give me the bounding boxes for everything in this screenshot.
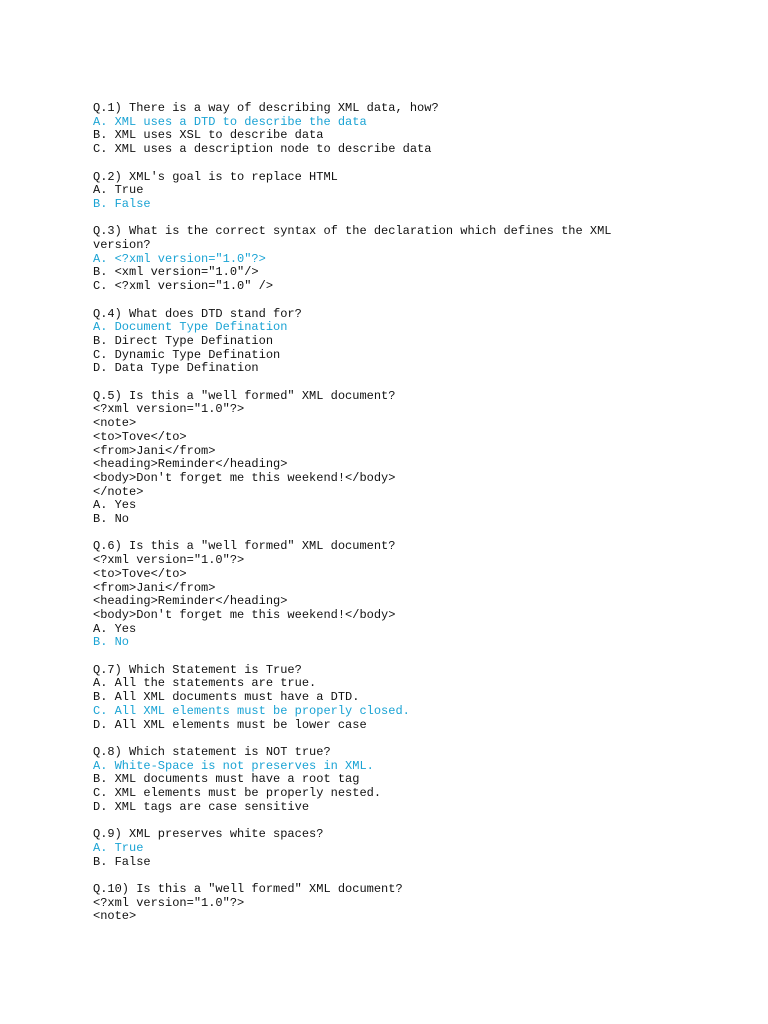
question-block — [93, 746, 713, 815]
question-text: version? — [93, 238, 151, 252]
question-text: Q.2) XML's goal is to replace HTML — [93, 169, 338, 184]
code-line: <note> — [93, 416, 137, 431]
code-line: <heading>Reminder</heading> — [93, 594, 288, 609]
question-text: Q.1) There is a way of describing XML data, how? — [93, 101, 439, 115]
code-line: <?xml version="1.0"?> — [93, 895, 245, 910]
question-block — [93, 828, 713, 869]
correct-answer-option: B. No — [93, 635, 130, 650]
correct-answer-option: A. True — [93, 840, 144, 855]
answer-option: C. XML elements must be properly nested. — [93, 786, 382, 801]
code-line: <heading>Reminder</heading> — [93, 457, 288, 472]
question-block — [93, 664, 713, 733]
quiz-document — [93, 102, 713, 938]
question-text: Q.4) What does DTD stand for? — [93, 306, 302, 321]
answer-option: A. True — [93, 183, 144, 198]
answer-option: B. XML uses XSL to describe data — [93, 128, 324, 143]
code-line: <?xml version="1.0"?> — [93, 553, 245, 568]
answer-option: B. Direct Type Defination — [93, 333, 274, 348]
code-line: <note> — [93, 909, 137, 924]
question-block — [93, 390, 713, 527]
code-line: <body>Don't forget me this weekend!</body> — [93, 607, 396, 622]
code-line: <from>Jani</from> — [93, 580, 216, 595]
answer-option: C. XML uses a description node to describe data — [93, 142, 432, 157]
answer-option: B. XML documents must have a root tag — [93, 772, 360, 787]
answer-option: B. False — [93, 854, 151, 869]
question-block — [93, 225, 713, 294]
question-text: Q.7) Which Statement is True? — [93, 662, 302, 677]
correct-answer-option: C. All XML elements must be properly closed. — [93, 703, 410, 718]
question-block — [93, 540, 713, 650]
correct-answer-option: B. False — [93, 196, 151, 211]
answer-option: A. Yes — [93, 621, 137, 636]
question-text: Q.5) Is this a "well formed" XML document? — [93, 388, 396, 403]
question-block — [93, 308, 713, 377]
question-text: Q.10) Is this a "well formed" XML document? — [93, 881, 403, 896]
question-text: Q.9) XML preserves white spaces? — [93, 827, 324, 842]
question-text: Q.8) Which statement is NOT true? — [93, 744, 331, 759]
question-text: Q.3) What is the correct syntax of the declaration which defines the XML — [93, 224, 612, 239]
code-line: </note> — [93, 484, 144, 499]
answer-option: C. <?xml version="1.0" /> — [93, 279, 274, 294]
question-text: Q.6) Is this a "well formed" XML document? — [93, 539, 396, 554]
correct-answer-option: A. <?xml version="1.0"?> — [93, 251, 266, 266]
answer-option: B. No — [93, 512, 130, 527]
correct-answer-option: A. White-Space is not preserves in XML. — [93, 758, 374, 773]
correct-answer-option: A. XML uses a DTD to describe the data — [93, 114, 367, 129]
code-line: <to>Tove</to> — [93, 429, 187, 444]
correct-answer-option: A. Document Type Defination — [93, 320, 288, 335]
answer-option: D. All XML elements must be lower case — [93, 717, 367, 732]
code-line: <body>Don't forget me this weekend!</body> — [93, 470, 396, 485]
question-block — [93, 171, 713, 212]
answer-option: A. Yes — [93, 498, 137, 513]
answer-option: D. XML tags are case sensitive — [93, 799, 310, 814]
code-line: <from>Jani</from> — [93, 443, 216, 458]
answer-option: D. Data Type Defination — [93, 361, 259, 376]
question-block — [93, 102, 713, 157]
answer-option: B. <xml version="1.0"/> — [93, 265, 259, 280]
code-line: <?xml version="1.0"?> — [93, 402, 245, 417]
code-line: <to>Tove</to> — [93, 566, 187, 581]
answer-option: C. Dynamic Type Defination — [93, 347, 281, 362]
answer-option: A. All the statements are true. — [93, 676, 317, 691]
question-block — [93, 883, 713, 924]
answer-option: B. All XML documents must have a DTD. — [93, 690, 360, 705]
